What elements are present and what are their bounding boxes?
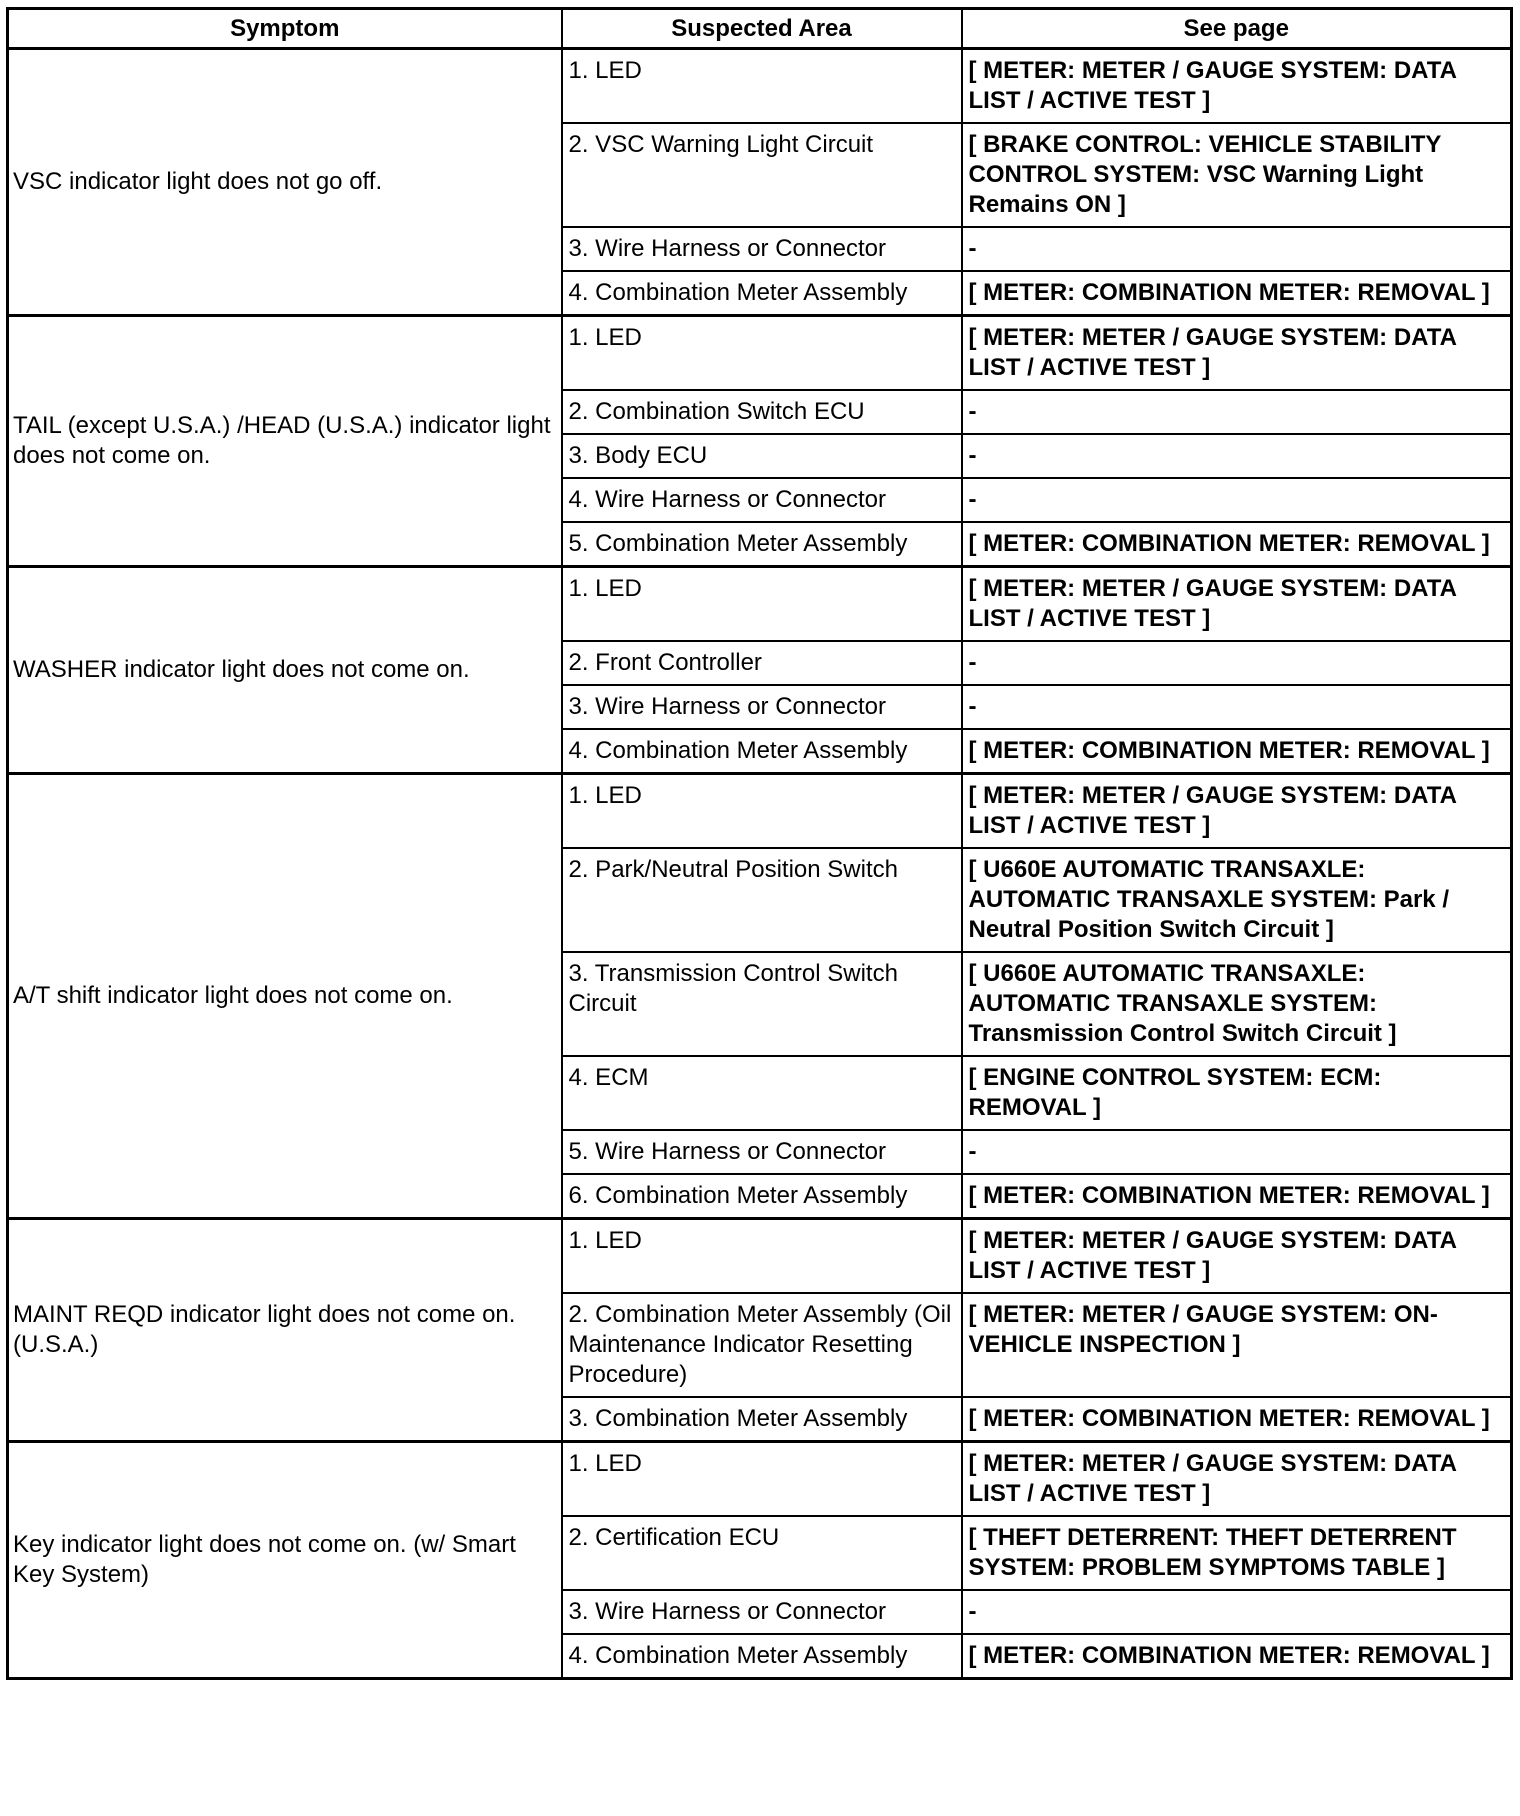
symptom-cell: WASHER indicator light does not come on. [8, 567, 562, 774]
see-page-cell: [ ENGINE CONTROL SYSTEM: ECM: REMOVAL ] [962, 1056, 1512, 1130]
table-row [8, 567, 1512, 642]
suspected-area-cell: 2. Front Controller [562, 641, 962, 685]
see-page-cell: [ METER: METER / GAUGE SYSTEM: DATA LIST / ACTIVE TEST ] [962, 1442, 1512, 1517]
symptom-cell: TAIL (except U.S.A.) /HEAD (U.S.A.) indicator light does not come on. [8, 316, 562, 567]
table-row [8, 316, 1512, 391]
suspected-area-cell: 4. Wire Harness or Connector [562, 478, 962, 522]
table-row [8, 1219, 1512, 1294]
suspected-area-cell: 2. Certification ECU [562, 1516, 962, 1590]
see-page-cell: [ THEFT DETERRENT: THEFT DETERRENT SYSTEM: PROBLEM SYMPTOMS TABLE ] [962, 1516, 1512, 1590]
suspected-area-cell: 1. LED [562, 774, 962, 849]
suspected-area-cell: 3. Wire Harness or Connector [562, 1590, 962, 1634]
see-page-cell: [ U660E AUTOMATIC TRANSAXLE: AUTOMATIC TRANSAXLE SYSTEM: Transmission Control Switch Circuit ] [962, 952, 1512, 1056]
see-page-cell: - [962, 1590, 1512, 1634]
suspected-area-cell: 1. LED [562, 1219, 962, 1294]
see-page-cell: - [962, 478, 1512, 522]
see-page-cell: - [962, 434, 1512, 478]
suspected-area-cell: 5. Wire Harness or Connector [562, 1130, 962, 1174]
see-page-cell: [ U660E AUTOMATIC TRANSAXLE: AUTOMATIC TRANSAXLE SYSTEM: Park / Neutral Position Switch Circuit ] [962, 848, 1512, 952]
suspected-area-cell: 1. LED [562, 316, 962, 391]
suspected-area-cell: 2. Combination Meter Assembly (Oil Maintenance Indicator Resetting Procedure) [562, 1293, 962, 1397]
header-see-page: See page [962, 9, 1512, 49]
see-page-cell: [ METER: METER / GAUGE SYSTEM: DATA LIST / ACTIVE TEST ] [962, 1219, 1512, 1294]
problem-symptoms-table [6, 7, 1513, 1680]
table-row [8, 1442, 1512, 1517]
suspected-area-cell: 4. Combination Meter Assembly [562, 1634, 962, 1679]
see-page-cell: [ METER: METER / GAUGE SYSTEM: DATA LIST / ACTIVE TEST ] [962, 49, 1512, 124]
suspected-area-cell: 4. Combination Meter Assembly [562, 729, 962, 774]
see-page-cell: [ BRAKE CONTROL: VEHICLE STABILITY CONTROL SYSTEM: VSC Warning Light Remains ON ] [962, 123, 1512, 227]
suspected-area-cell: 2. Combination Switch ECU [562, 390, 962, 434]
header-suspected-area: Suspected Area [562, 9, 962, 49]
see-page-cell: [ METER: COMBINATION METER: REMOVAL ] [962, 1634, 1512, 1679]
header-row [8, 9, 1512, 49]
see-page-cell: [ METER: METER / GAUGE SYSTEM: DATA LIST / ACTIVE TEST ] [962, 316, 1512, 391]
suspected-area-cell: 5. Combination Meter Assembly [562, 522, 962, 567]
suspected-area-cell: 3. Transmission Control Switch Circuit [562, 952, 962, 1056]
see-page-cell: [ METER: METER / GAUGE SYSTEM: DATA LIST / ACTIVE TEST ] [962, 567, 1512, 642]
suspected-area-cell: 2. Park/Neutral Position Switch [562, 848, 962, 952]
symptom-cell: VSC indicator light does not go off. [8, 49, 562, 316]
suspected-area-cell: 4. Combination Meter Assembly [562, 271, 962, 316]
see-page-cell: - [962, 390, 1512, 434]
see-page-cell: [ METER: COMBINATION METER: REMOVAL ] [962, 271, 1512, 316]
suspected-area-cell: 3. Wire Harness or Connector [562, 227, 962, 271]
see-page-cell: - [962, 641, 1512, 685]
suspected-area-cell: 1. LED [562, 567, 962, 642]
see-page-cell: [ METER: COMBINATION METER: REMOVAL ] [962, 1397, 1512, 1442]
table-row [8, 774, 1512, 849]
table-row [8, 49, 1512, 124]
suspected-area-cell: 3. Wire Harness or Connector [562, 685, 962, 729]
see-page-cell: - [962, 685, 1512, 729]
suspected-area-cell: 1. LED [562, 49, 962, 124]
see-page-cell: [ METER: METER / GAUGE SYSTEM: ON-VEHICLE INSPECTION ] [962, 1293, 1512, 1397]
suspected-area-cell: 1. LED [562, 1442, 962, 1517]
see-page-cell: [ METER: COMBINATION METER: REMOVAL ] [962, 1174, 1512, 1219]
suspected-area-cell: 3. Body ECU [562, 434, 962, 478]
header-symptom: Symptom [8, 9, 562, 49]
see-page-cell: [ METER: COMBINATION METER: REMOVAL ] [962, 522, 1512, 567]
suspected-area-cell: 4. ECM [562, 1056, 962, 1130]
suspected-area-cell: 2. VSC Warning Light Circuit [562, 123, 962, 227]
table-header [8, 9, 1512, 49]
see-page-cell: [ METER: METER / GAUGE SYSTEM: DATA LIST / ACTIVE TEST ] [962, 774, 1512, 849]
suspected-area-cell: 6. Combination Meter Assembly [562, 1174, 962, 1219]
table-body [8, 49, 1512, 1679]
suspected-area-cell: 3. Combination Meter Assembly [562, 1397, 962, 1442]
see-page-cell: - [962, 227, 1512, 271]
symptom-cell: Key indicator light does not come on. (w/ Smart Key System) [8, 1442, 562, 1679]
see-page-cell: [ METER: COMBINATION METER: REMOVAL ] [962, 729, 1512, 774]
symptom-cell: A/T shift indicator light does not come on. [8, 774, 562, 1219]
symptom-cell: MAINT REQD indicator light does not come on. (U.S.A.) [8, 1219, 562, 1442]
see-page-cell: - [962, 1130, 1512, 1174]
